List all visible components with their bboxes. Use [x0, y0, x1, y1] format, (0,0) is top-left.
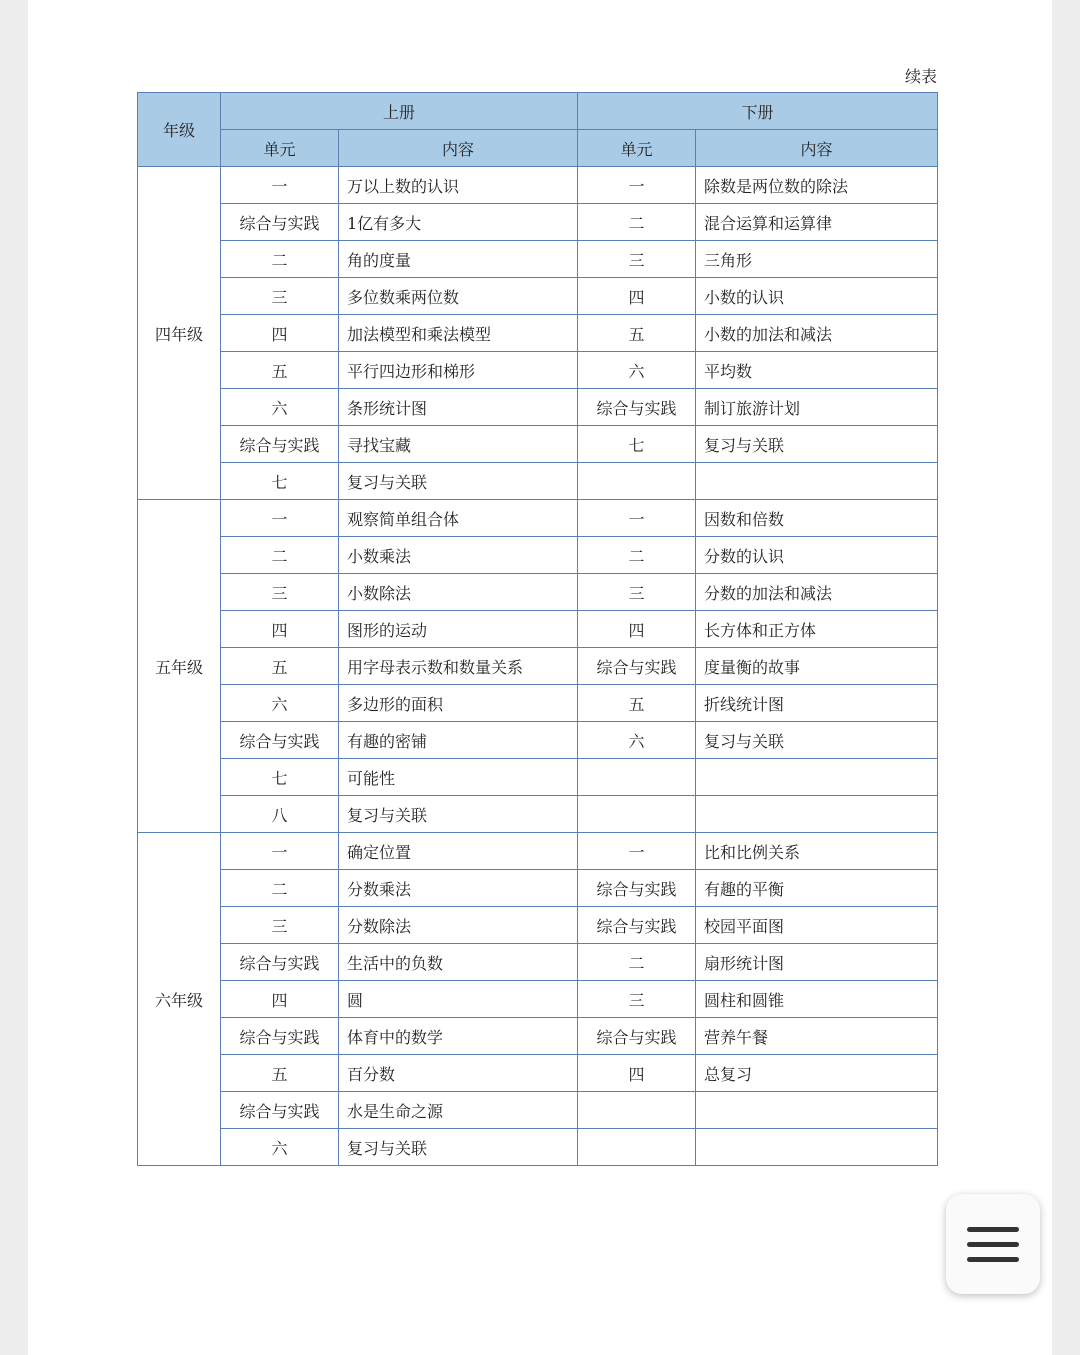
unit-cell-vol2: 三	[578, 981, 696, 1018]
table-row	[138, 685, 938, 722]
content-cell-vol1: 条形统计图	[339, 389, 578, 426]
unit-cell-vol2: 一	[578, 500, 696, 537]
content-cell-vol2: 分数的加法和减法	[696, 574, 938, 611]
header-unit-1: 单元	[221, 130, 339, 167]
content-cell-vol2	[696, 796, 938, 833]
unit-cell-vol1: 三	[221, 907, 339, 944]
content-cell-vol1: 小数除法	[339, 574, 578, 611]
unit-cell-vol1: 七	[221, 463, 339, 500]
content-cell-vol2: 营养午餐	[696, 1018, 938, 1055]
table-row	[138, 500, 938, 537]
table-row	[138, 278, 938, 315]
content-cell-vol2: 折线统计图	[696, 685, 938, 722]
unit-cell-vol1: 综合与实践	[221, 426, 339, 463]
unit-cell-vol2	[578, 796, 696, 833]
content-cell-vol1: 圆	[339, 981, 578, 1018]
table-row	[138, 796, 938, 833]
content-cell-vol1: 复习与关联	[339, 463, 578, 500]
content-cell-vol1: 用字母表示数和数量关系	[339, 648, 578, 685]
unit-cell-vol2: 综合与实践	[578, 648, 696, 685]
content-cell-vol1: 加法模型和乘法模型	[339, 315, 578, 352]
unit-cell-vol1: 二	[221, 537, 339, 574]
content-cell-vol1: 万以上数的认识	[339, 167, 578, 204]
unit-cell-vol1: 综合与实践	[221, 722, 339, 759]
content-cell-vol2: 度量衡的故事	[696, 648, 938, 685]
content-cell-vol1: 有趣的密铺	[339, 722, 578, 759]
content-cell-vol1: 可能性	[339, 759, 578, 796]
unit-cell-vol1: 六	[221, 389, 339, 426]
content-cell-vol1: 平行四边形和梯形	[339, 352, 578, 389]
table-row	[138, 981, 938, 1018]
header-content-1: 内容	[339, 130, 578, 167]
content-cell-vol2: 三角形	[696, 241, 938, 278]
content-cell-vol2	[696, 1092, 938, 1129]
content-cell-vol2: 小数的认识	[696, 278, 938, 315]
content-cell-vol2: 复习与关联	[696, 722, 938, 759]
unit-cell-vol1: 综合与实践	[221, 204, 339, 241]
content-cell-vol1: 图形的运动	[339, 611, 578, 648]
unit-cell-vol2	[578, 759, 696, 796]
table-row	[138, 759, 938, 796]
content-cell-vol2: 除数是两位数的除法	[696, 167, 938, 204]
unit-cell-vol2: 二	[578, 537, 696, 574]
content-cell-vol2: 复习与关联	[696, 426, 938, 463]
unit-cell-vol2: 综合与实践	[578, 1018, 696, 1055]
content-cell-vol1: 体育中的数学	[339, 1018, 578, 1055]
unit-cell-vol2: 五	[578, 685, 696, 722]
unit-cell-vol1: 五	[221, 648, 339, 685]
content-cell-vol1: 小数乘法	[339, 537, 578, 574]
unit-cell-vol1: 七	[221, 759, 339, 796]
menu-button[interactable]	[946, 1194, 1040, 1294]
hamburger-menu-icon	[967, 1227, 1019, 1232]
unit-cell-vol2: 一	[578, 833, 696, 870]
content-cell-vol2: 分数的认识	[696, 537, 938, 574]
unit-cell-vol1: 四	[221, 315, 339, 352]
hamburger-menu-icon-bar	[967, 1257, 1019, 1262]
unit-cell-vol1: 综合与实践	[221, 944, 339, 981]
header-grade: 年级	[138, 93, 221, 167]
content-cell-vol2: 因数和倍数	[696, 500, 938, 537]
content-cell-vol2: 混合运算和运算律	[696, 204, 938, 241]
unit-cell-vol1: 六	[221, 1129, 339, 1166]
unit-cell-vol1: 五	[221, 352, 339, 389]
unit-cell-vol2	[578, 463, 696, 500]
unit-cell-vol1: 四	[221, 981, 339, 1018]
content-cell-vol2: 比和比例关系	[696, 833, 938, 870]
table-row	[138, 944, 938, 981]
unit-cell-vol1: 二	[221, 870, 339, 907]
unit-cell-vol1: 一	[221, 167, 339, 204]
hamburger-menu-icon-bar	[967, 1242, 1019, 1247]
header-unit-2: 单元	[578, 130, 696, 167]
table-row	[138, 537, 938, 574]
unit-cell-vol2: 综合与实践	[578, 389, 696, 426]
content-cell-vol2	[696, 759, 938, 796]
unit-cell-vol1: 五	[221, 1055, 339, 1092]
table-row	[138, 241, 938, 278]
unit-cell-vol2: 综合与实践	[578, 907, 696, 944]
unit-cell-vol2: 三	[578, 574, 696, 611]
continued-label: 续表	[905, 67, 938, 86]
content-cell-vol2: 校园平面图	[696, 907, 938, 944]
unit-cell-vol2: 四	[578, 278, 696, 315]
unit-cell-vol1: 综合与实践	[221, 1092, 339, 1129]
unit-cell-vol2: 二	[578, 944, 696, 981]
content-cell-vol1: 水是生命之源	[339, 1092, 578, 1129]
content-cell-vol2: 有趣的平衡	[696, 870, 938, 907]
unit-cell-vol1: 二	[221, 241, 339, 278]
unit-cell-vol2: 六	[578, 722, 696, 759]
header-volume-1: 上册	[221, 93, 578, 130]
content-cell-vol1: 确定位置	[339, 833, 578, 870]
content-cell-vol2	[696, 463, 938, 500]
table-body	[138, 167, 938, 1166]
content-cell-vol1: 多边形的面积	[339, 685, 578, 722]
table-row	[138, 648, 938, 685]
unit-cell-vol2: 五	[578, 315, 696, 352]
content-cell-vol1: 寻找宝藏	[339, 426, 578, 463]
header-content-2: 内容	[696, 130, 938, 167]
table-row	[138, 722, 938, 759]
table-row	[138, 1092, 938, 1129]
content-cell-vol1: 观察简单组合体	[339, 500, 578, 537]
unit-cell-vol1: 一	[221, 833, 339, 870]
table-row	[138, 463, 938, 500]
grade-cell: 六年级	[138, 833, 221, 1166]
unit-cell-vol2: 七	[578, 426, 696, 463]
table-row	[138, 426, 938, 463]
unit-cell-vol2: 综合与实践	[578, 870, 696, 907]
content-cell-vol2: 平均数	[696, 352, 938, 389]
content-cell-vol2	[696, 1129, 938, 1166]
table-row	[138, 1018, 938, 1055]
content-cell-vol1: 复习与关联	[339, 1129, 578, 1166]
unit-cell-vol2	[578, 1129, 696, 1166]
unit-cell-vol1: 一	[221, 500, 339, 537]
content-cell-vol1: 百分数	[339, 1055, 578, 1092]
unit-cell-vol2: 四	[578, 1055, 696, 1092]
content-cell-vol1: 多位数乘两位数	[339, 278, 578, 315]
table-row	[138, 352, 938, 389]
grade-cell: 四年级	[138, 167, 221, 500]
content-cell-vol2: 制订旅游计划	[696, 389, 938, 426]
unit-cell-vol1: 六	[221, 685, 339, 722]
curriculum-table	[137, 92, 938, 1166]
table-row	[138, 611, 938, 648]
table-row	[138, 1129, 938, 1166]
table-row	[138, 204, 938, 241]
unit-cell-vol1: 三	[221, 574, 339, 611]
content-cell-vol1: 1亿有多大	[339, 204, 578, 241]
content-cell-vol1: 分数除法	[339, 907, 578, 944]
table-row	[138, 167, 938, 204]
content-cell-vol1: 生活中的负数	[339, 944, 578, 981]
table-row	[138, 833, 938, 870]
unit-cell-vol2: 三	[578, 241, 696, 278]
table-row	[138, 870, 938, 907]
unit-cell-vol2: 二	[578, 204, 696, 241]
content-cell-vol1: 复习与关联	[339, 796, 578, 833]
header-volume-2: 下册	[578, 93, 938, 130]
content-cell-vol2: 总复习	[696, 1055, 938, 1092]
unit-cell-vol2: 四	[578, 611, 696, 648]
table-row	[138, 574, 938, 611]
content-cell-vol1: 角的度量	[339, 241, 578, 278]
unit-cell-vol1: 综合与实践	[221, 1018, 339, 1055]
unit-cell-vol1: 四	[221, 611, 339, 648]
unit-cell-vol1: 八	[221, 796, 339, 833]
unit-cell-vol1: 三	[221, 278, 339, 315]
table-row	[138, 315, 938, 352]
content-cell-vol2: 小数的加法和减法	[696, 315, 938, 352]
table-row	[138, 907, 938, 944]
unit-cell-vol2	[578, 1092, 696, 1129]
unit-cell-vol2: 一	[578, 167, 696, 204]
grade-cell: 五年级	[138, 500, 221, 833]
content-cell-vol2: 圆柱和圆锥	[696, 981, 938, 1018]
content-cell-vol2: 长方体和正方体	[696, 611, 938, 648]
content-cell-vol1: 分数乘法	[339, 870, 578, 907]
table-row	[138, 1055, 938, 1092]
unit-cell-vol2: 六	[578, 352, 696, 389]
document-page	[28, 0, 1052, 1355]
table-row	[138, 389, 938, 426]
content-cell-vol2: 扇形统计图	[696, 944, 938, 981]
